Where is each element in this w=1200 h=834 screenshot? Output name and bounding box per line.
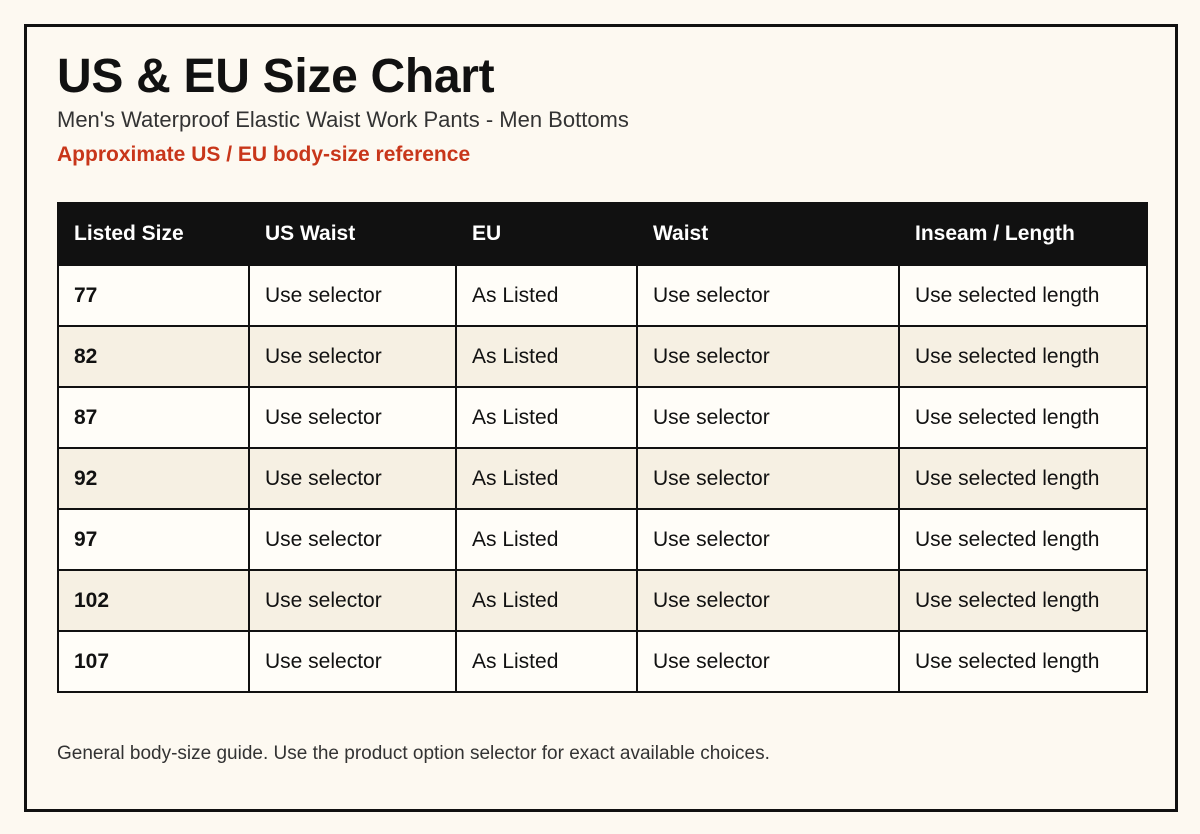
column-header-listed-size: Listed Size	[58, 203, 249, 265]
waist-cell: Use selector	[637, 387, 899, 448]
eu-cell: As Listed	[456, 509, 637, 570]
column-header-eu: EU	[456, 203, 637, 265]
waist-cell: Use selector	[637, 326, 899, 387]
table-row	[58, 570, 1147, 631]
header-row	[58, 203, 1147, 265]
inseam-cell: Use selected length	[899, 387, 1147, 448]
page-title: US & EU Size Chart	[57, 50, 495, 103]
listed-size-cell: 102	[58, 570, 249, 631]
eu-cell: As Listed	[456, 570, 637, 631]
column-header-inseam-length: Inseam / Length	[899, 203, 1147, 265]
inseam-cell: Use selected length	[899, 509, 1147, 570]
table-row	[58, 387, 1147, 448]
us-waist-cell: Use selector	[249, 448, 456, 509]
table-header	[58, 203, 1147, 265]
us-waist-cell: Use selector	[249, 509, 456, 570]
waist-cell: Use selector	[637, 265, 899, 326]
us-waist-cell: Use selector	[249, 265, 456, 326]
size-chart-card	[24, 24, 1178, 812]
size-table	[57, 202, 1148, 693]
table-row	[58, 265, 1147, 326]
waist-cell: Use selector	[637, 570, 899, 631]
product-subtitle: Men's Waterproof Elastic Waist Work Pants - Men Bottoms	[57, 107, 629, 132]
waist-cell: Use selector	[637, 448, 899, 509]
inseam-cell: Use selected length	[899, 570, 1147, 631]
listed-size-cell: 107	[58, 631, 249, 692]
eu-cell: As Listed	[456, 326, 637, 387]
us-waist-cell: Use selector	[249, 570, 456, 631]
inseam-cell: Use selected length	[899, 265, 1147, 326]
waist-cell: Use selector	[637, 509, 899, 570]
table-row	[58, 509, 1147, 570]
waist-cell: Use selector	[637, 631, 899, 692]
us-waist-cell: Use selector	[249, 326, 456, 387]
eu-cell: As Listed	[456, 448, 637, 509]
footer-note: General body-size guide. Use the product option selector for exact available choices.	[57, 743, 770, 764]
column-header-waist: Waist	[637, 203, 899, 265]
eu-cell: As Listed	[456, 387, 637, 448]
table-row	[58, 631, 1147, 692]
listed-size-cell: 77	[58, 265, 249, 326]
eu-cell: As Listed	[456, 631, 637, 692]
inseam-cell: Use selected length	[899, 631, 1147, 692]
listed-size-cell: 97	[58, 509, 249, 570]
listed-size-cell: 87	[58, 387, 249, 448]
reference-note: Approximate US / EU body-size reference	[57, 143, 471, 166]
listed-size-cell: 92	[58, 448, 249, 509]
table-body	[58, 265, 1147, 692]
column-header-us-waist: US Waist	[249, 203, 456, 265]
listed-size-cell: 82	[58, 326, 249, 387]
inseam-cell: Use selected length	[899, 448, 1147, 509]
inseam-cell: Use selected length	[899, 326, 1147, 387]
table-row	[58, 326, 1147, 387]
table-row	[58, 448, 1147, 509]
us-waist-cell: Use selector	[249, 631, 456, 692]
eu-cell: As Listed	[456, 265, 637, 326]
us-waist-cell: Use selector	[249, 387, 456, 448]
